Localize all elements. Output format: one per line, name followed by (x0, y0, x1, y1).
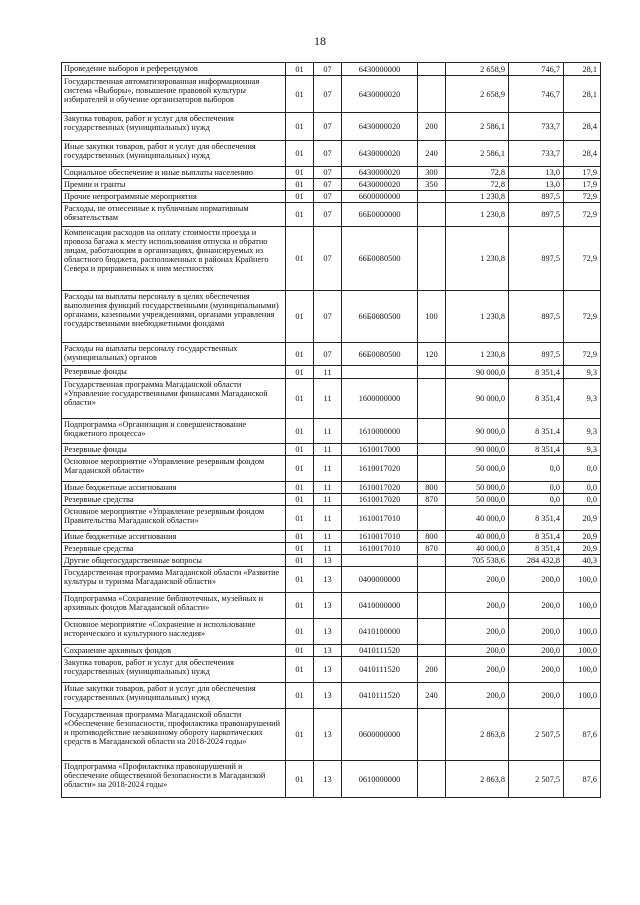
cell-name: Основное мероприятие «Сохранение и использование исторического и культурного наследия» (62, 619, 286, 645)
table-row (62, 619, 601, 645)
cell-planned: 90 000,0 (446, 366, 509, 379)
cell-actual: 897,5 (509, 227, 564, 291)
cell-expense-type (418, 761, 446, 798)
table-body (62, 63, 601, 798)
cell-target-article: 1610017020 (342, 456, 418, 482)
cell-subsection: 11 (314, 482, 342, 494)
cell-section: 01 (286, 444, 314, 456)
table-row (62, 456, 601, 482)
cell-target-article (342, 366, 418, 379)
cell-actual: 746,7 (509, 76, 564, 113)
cell-planned: 200,0 (446, 645, 509, 657)
cell-planned: 2 586,1 (446, 141, 509, 167)
cell-subsection: 11 (314, 456, 342, 482)
cell-planned: 2 586,1 (446, 113, 509, 141)
cell-subsection: 13 (314, 555, 342, 567)
cell-planned: 705 538,6 (446, 555, 509, 567)
table-row (62, 709, 601, 761)
cell-expense-type: 350 (418, 179, 446, 191)
cell-percent: 72,9 (564, 291, 601, 343)
cell-name: Иные закупки товаров, работ и услуг для обеспечения государственных (муниципальных) нужд (62, 683, 286, 709)
cell-planned: 40 000,0 (446, 543, 509, 555)
cell-name: Иные бюджетные ассигнования (62, 482, 286, 494)
cell-actual: 2 507,5 (509, 761, 564, 798)
cell-section: 01 (286, 419, 314, 444)
cell-percent: 100,0 (564, 683, 601, 709)
cell-name: Другие общегосударственные вопросы (62, 555, 286, 567)
cell-expense-type (418, 593, 446, 619)
cell-target-article: 6430000020 (342, 179, 418, 191)
cell-planned: 50 000,0 (446, 456, 509, 482)
table-row (62, 494, 601, 506)
cell-actual: 200,0 (509, 657, 564, 683)
cell-name: Проведение выборов и референдумов (62, 63, 286, 76)
cell-actual: 897,5 (509, 191, 564, 203)
cell-section: 01 (286, 63, 314, 76)
cell-name: Социальное обеспечение и иные выплаты населению (62, 167, 286, 179)
cell-percent: 28,1 (564, 76, 601, 113)
table-row (62, 113, 601, 141)
cell-subsection: 13 (314, 619, 342, 645)
cell-expense-type (418, 191, 446, 203)
cell-expense-type: 200 (418, 657, 446, 683)
cell-percent: 9,3 (564, 366, 601, 379)
cell-actual: 8 351,4 (509, 531, 564, 543)
cell-expense-type (418, 366, 446, 379)
table-row (62, 761, 601, 798)
cell-target-article: 1610017000 (342, 444, 418, 456)
cell-planned: 200,0 (446, 593, 509, 619)
cell-section: 01 (286, 291, 314, 343)
cell-target-article: 0410111520 (342, 683, 418, 709)
cell-actual: 746,7 (509, 63, 564, 76)
cell-actual: 8 351,4 (509, 419, 564, 444)
cell-actual: 8 351,4 (509, 506, 564, 531)
cell-name: Основное мероприятие «Управление резервным фондом Магаданской области» (62, 456, 286, 482)
table-row (62, 203, 601, 227)
cell-section: 01 (286, 167, 314, 179)
cell-expense-type (418, 203, 446, 227)
cell-target-article: 66Б0080500 (342, 227, 418, 291)
cell-name: Подпрограмма «Профилактика правонарушений и обеспечение общественной безопасности в Магаданской области» на 2018-2024 годы» (62, 761, 286, 798)
table-row (62, 76, 601, 113)
cell-percent: 9,3 (564, 379, 601, 419)
cell-name: Основное мероприятие «Управление резервным фондом Правительства Магаданской области» (62, 506, 286, 531)
cell-expense-type (418, 63, 446, 76)
cell-percent: 40,3 (564, 555, 601, 567)
cell-planned: 90 000,0 (446, 379, 509, 419)
cell-name: Иные закупки товаров, работ и услуг для обеспечения государственных (муниципальных) нужд (62, 141, 286, 167)
cell-target-article: 1610017020 (342, 482, 418, 494)
table-row (62, 343, 601, 366)
cell-target-article: 0410111520 (342, 645, 418, 657)
cell-percent: 20,9 (564, 506, 601, 531)
cell-percent: 72,9 (564, 227, 601, 291)
cell-expense-type (418, 444, 446, 456)
cell-name: Подпрограмма «Организация и совершенствование бюджетного процесса» (62, 419, 286, 444)
cell-percent: 9,3 (564, 444, 601, 456)
cell-expense-type (418, 567, 446, 593)
cell-actual: 897,5 (509, 203, 564, 227)
cell-section: 01 (286, 709, 314, 761)
cell-expense-type (418, 645, 446, 657)
cell-actual: 200,0 (509, 645, 564, 657)
cell-subsection: 07 (314, 227, 342, 291)
cell-planned: 1 230,8 (446, 291, 509, 343)
page-number: 18 (314, 34, 326, 48)
cell-planned: 200,0 (446, 657, 509, 683)
cell-planned: 40 000,0 (446, 531, 509, 543)
cell-name: Расходы на выплаты персоналу государственных (муниципальных) органов (62, 343, 286, 366)
table-row (62, 227, 601, 291)
cell-section: 01 (286, 179, 314, 191)
cell-percent: 87,6 (564, 761, 601, 798)
cell-subsection: 07 (314, 167, 342, 179)
cell-section: 01 (286, 494, 314, 506)
cell-subsection: 07 (314, 203, 342, 227)
cell-percent: 100,0 (564, 619, 601, 645)
cell-actual: 8 351,4 (509, 379, 564, 419)
cell-planned: 1 230,8 (446, 343, 509, 366)
cell-target-article: 1610017010 (342, 531, 418, 543)
cell-expense-type: 800 (418, 482, 446, 494)
cell-planned: 200,0 (446, 683, 509, 709)
table-row (62, 419, 601, 444)
table-row (62, 63, 601, 76)
cell-section: 01 (286, 555, 314, 567)
cell-actual: 8 351,4 (509, 543, 564, 555)
cell-subsection: 11 (314, 419, 342, 444)
cell-planned: 1 230,8 (446, 191, 509, 203)
cell-planned: 2 863,8 (446, 709, 509, 761)
cell-subsection: 11 (314, 379, 342, 419)
cell-percent: 72,9 (564, 191, 601, 203)
cell-actual: 733,7 (509, 113, 564, 141)
cell-subsection: 07 (314, 63, 342, 76)
cell-subsection: 11 (314, 494, 342, 506)
cell-subsection: 07 (314, 179, 342, 191)
cell-subsection: 11 (314, 543, 342, 555)
cell-subsection: 13 (314, 593, 342, 619)
cell-expense-type (418, 379, 446, 419)
cell-actual: 200,0 (509, 567, 564, 593)
cell-subsection: 11 (314, 506, 342, 531)
cell-planned: 72,8 (446, 167, 509, 179)
cell-actual: 0,0 (509, 482, 564, 494)
cell-name: Расходы, не отнесенные к публичным нормативным обязательствам (62, 203, 286, 227)
cell-actual: 2 507,5 (509, 709, 564, 761)
cell-subsection: 13 (314, 709, 342, 761)
cell-target-article: 66Б0000000 (342, 203, 418, 227)
cell-expense-type (418, 555, 446, 567)
cell-expense-type: 240 (418, 141, 446, 167)
cell-percent: 100,0 (564, 645, 601, 657)
cell-percent: 28,1 (564, 63, 601, 76)
cell-expense-type (418, 619, 446, 645)
table-row (62, 444, 601, 456)
cell-percent: 100,0 (564, 593, 601, 619)
cell-name: Резервные фонды (62, 366, 286, 379)
table-row (62, 531, 601, 543)
cell-name: Резервные средства (62, 543, 286, 555)
cell-target-article: 1610000000 (342, 419, 418, 444)
cell-name: Государственная программа Магаданской области «Управление государственными финансами Магаданской области» (62, 379, 286, 419)
cell-actual: 0,0 (509, 494, 564, 506)
table-row (62, 179, 601, 191)
cell-target-article: 6600000000 (342, 191, 418, 203)
cell-planned: 1 230,8 (446, 227, 509, 291)
cell-section: 01 (286, 343, 314, 366)
cell-target-article: 0410000000 (342, 593, 418, 619)
cell-planned: 50 000,0 (446, 482, 509, 494)
table-row (62, 291, 601, 343)
cell-expense-type (418, 709, 446, 761)
cell-actual: 8 351,4 (509, 444, 564, 456)
cell-name: Расходы на выплаты персоналу в целях обеспечения выполнения функций государственными (муниципальными) органами, казенными учреждениями, органами управления государственными внебюджетными фондами (62, 291, 286, 343)
cell-percent: 87,6 (564, 709, 601, 761)
cell-expense-type (418, 227, 446, 291)
cell-section: 01 (286, 567, 314, 593)
cell-section: 01 (286, 761, 314, 798)
cell-actual: 200,0 (509, 593, 564, 619)
cell-target-article: 6430000020 (342, 113, 418, 141)
cell-target-article: 0410111520 (342, 657, 418, 683)
cell-actual: 200,0 (509, 619, 564, 645)
cell-expense-type: 120 (418, 343, 446, 366)
cell-subsection: 07 (314, 141, 342, 167)
cell-name: Подпрограмма «Сохранение библиотечных, музейных и архивных фондов Магаданской области» (62, 593, 286, 619)
cell-percent: 28,4 (564, 113, 601, 141)
cell-planned: 90 000,0 (446, 444, 509, 456)
cell-percent: 9,3 (564, 419, 601, 444)
cell-planned: 72,8 (446, 179, 509, 191)
cell-section: 01 (286, 113, 314, 141)
cell-percent: 72,9 (564, 203, 601, 227)
cell-planned: 2 658,9 (446, 76, 509, 113)
cell-section: 01 (286, 366, 314, 379)
cell-name: Сохранение архивных фондов (62, 645, 286, 657)
cell-section: 01 (286, 593, 314, 619)
cell-target-article: 0610000000 (342, 761, 418, 798)
cell-section: 01 (286, 203, 314, 227)
cell-subsection: 13 (314, 657, 342, 683)
table-row (62, 645, 601, 657)
cell-expense-type: 300 (418, 167, 446, 179)
cell-name: Компенсация расходов на оплату стоимости проезда и провоза багажа к месту использования отпуска и обратно лицам, работающим в организациях, финансируемых из областного бюджета, расположенных в районах Крайнего Севера и приравненных к ним местностях (62, 227, 286, 291)
cell-subsection: 13 (314, 567, 342, 593)
cell-actual: 733,7 (509, 141, 564, 167)
cell-percent: 100,0 (564, 567, 601, 593)
cell-planned: 200,0 (446, 567, 509, 593)
cell-planned: 50 000,0 (446, 494, 509, 506)
cell-section: 01 (286, 379, 314, 419)
table-row (62, 379, 601, 419)
table-row (62, 555, 601, 567)
cell-section: 01 (286, 543, 314, 555)
cell-section: 01 (286, 456, 314, 482)
cell-subsection: 13 (314, 645, 342, 657)
budget-table (61, 62, 601, 798)
cell-target-article: 6430000020 (342, 141, 418, 167)
cell-actual: 13,0 (509, 179, 564, 191)
cell-actual: 8 351,4 (509, 366, 564, 379)
cell-section: 01 (286, 227, 314, 291)
cell-target-article: 66Б0080500 (342, 343, 418, 366)
cell-name: Резервные фонды (62, 444, 286, 456)
cell-target-article: 1610017010 (342, 543, 418, 555)
cell-subsection: 13 (314, 761, 342, 798)
table-row (62, 657, 601, 683)
table-row (62, 482, 601, 494)
cell-expense-type (418, 506, 446, 531)
cell-subsection: 13 (314, 683, 342, 709)
cell-subsection: 07 (314, 113, 342, 141)
cell-percent: 20,9 (564, 531, 601, 543)
cell-actual: 0,0 (509, 456, 564, 482)
cell-expense-type: 240 (418, 683, 446, 709)
cell-name: Закупка товаров, работ и услуг для обеспечения государственных (муниципальных) нужд (62, 657, 286, 683)
cell-target-article: 0600000000 (342, 709, 418, 761)
cell-name: Прочие непрограммные мероприятия (62, 191, 286, 203)
table-row (62, 683, 601, 709)
cell-subsection: 07 (314, 191, 342, 203)
cell-target-article: 6430000000 (342, 63, 418, 76)
table-row (62, 167, 601, 179)
cell-expense-type (418, 419, 446, 444)
cell-name: Резервные средства (62, 494, 286, 506)
cell-target-article: 1600000000 (342, 379, 418, 419)
cell-section: 01 (286, 619, 314, 645)
cell-target-article: 6430000020 (342, 76, 418, 113)
cell-percent: 17,9 (564, 167, 601, 179)
cell-name: Государственная программа Магаданской области «Обеспечение безопасности, профилактика правонарушений и противодействие незаконному обороту наркотических средств в Магаданской области на 2018-2024 годы» (62, 709, 286, 761)
cell-target-article: 66Б0080500 (342, 291, 418, 343)
cell-expense-type (418, 456, 446, 482)
cell-target-article (342, 555, 418, 567)
cell-subsection: 11 (314, 444, 342, 456)
cell-name: Закупка товаров, работ и услуг для обеспечения государственных (муниципальных) нужд (62, 113, 286, 141)
cell-actual: 284 432,8 (509, 555, 564, 567)
cell-planned: 200,0 (446, 619, 509, 645)
cell-planned: 2 863,8 (446, 761, 509, 798)
cell-name: Иные бюджетные ассигнования (62, 531, 286, 543)
cell-actual: 897,5 (509, 343, 564, 366)
cell-subsection: 07 (314, 343, 342, 366)
cell-percent: 100,0 (564, 657, 601, 683)
cell-percent: 0,0 (564, 456, 601, 482)
cell-section: 01 (286, 683, 314, 709)
cell-subsection: 11 (314, 366, 342, 379)
cell-section: 01 (286, 657, 314, 683)
table-row (62, 366, 601, 379)
cell-percent: 20,9 (564, 543, 601, 555)
cell-target-article: 1610017020 (342, 494, 418, 506)
cell-percent: 72,9 (564, 343, 601, 366)
cell-section: 01 (286, 531, 314, 543)
cell-expense-type: 870 (418, 494, 446, 506)
table-row (62, 567, 601, 593)
cell-section: 01 (286, 506, 314, 531)
cell-percent: 0,0 (564, 482, 601, 494)
cell-expense-type: 800 (418, 531, 446, 543)
table-row (62, 191, 601, 203)
cell-percent: 17,9 (564, 179, 601, 191)
cell-section: 01 (286, 191, 314, 203)
cell-percent: 28,4 (564, 141, 601, 167)
cell-planned: 1 230,8 (446, 203, 509, 227)
cell-name: Государственная автоматизированная информационная система «Выборы», повышение правовой культуры избирателей и обучение организаторов выборов (62, 76, 286, 113)
cell-expense-type: 100 (418, 291, 446, 343)
cell-actual: 13,0 (509, 167, 564, 179)
cell-name: Государственная программа Магаданской области «Развитие культуры и туризма Магаданской области» (62, 567, 286, 593)
cell-section: 01 (286, 482, 314, 494)
cell-actual: 200,0 (509, 683, 564, 709)
cell-expense-type: 870 (418, 543, 446, 555)
cell-subsection: 11 (314, 531, 342, 543)
cell-percent: 0,0 (564, 494, 601, 506)
cell-expense-type (418, 76, 446, 113)
cell-section: 01 (286, 141, 314, 167)
cell-expense-type: 200 (418, 113, 446, 141)
cell-section: 01 (286, 645, 314, 657)
cell-target-article: 0400000000 (342, 567, 418, 593)
table-row (62, 506, 601, 531)
cell-planned: 40 000,0 (446, 506, 509, 531)
cell-target-article: 0410100000 (342, 619, 418, 645)
cell-actual: 897,5 (509, 291, 564, 343)
cell-section: 01 (286, 76, 314, 113)
cell-subsection: 07 (314, 76, 342, 113)
cell-subsection: 07 (314, 291, 342, 343)
table-row (62, 593, 601, 619)
cell-planned: 90 000,0 (446, 419, 509, 444)
cell-name: Премии и гранты (62, 179, 286, 191)
cell-target-article: 1610017010 (342, 506, 418, 531)
cell-planned: 2 658,9 (446, 63, 509, 76)
table-row (62, 141, 601, 167)
cell-target-article: 6430000020 (342, 167, 418, 179)
table-row (62, 543, 601, 555)
